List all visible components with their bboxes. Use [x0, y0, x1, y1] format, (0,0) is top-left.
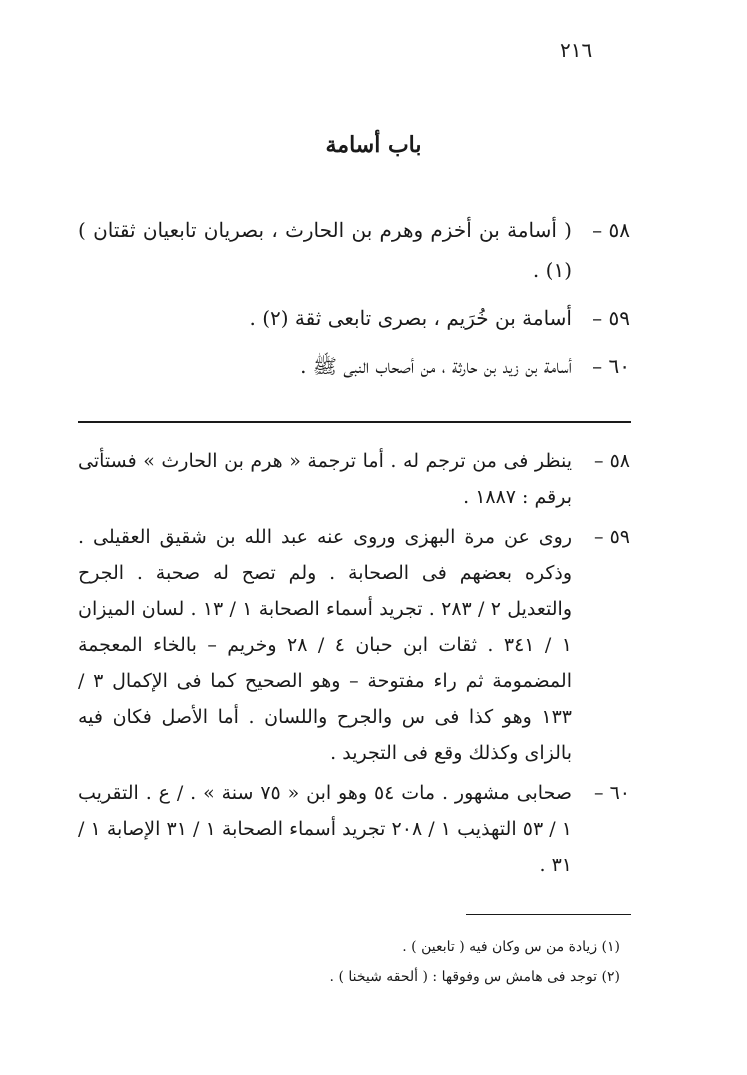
entry-59 — [78, 298, 630, 338]
note-text: صحابى مشهور . مات ٥٤ وهو ابن « ٧٥ سنة » . / ع . التقريب ١ / ٥٣ التهذيب ١ / ٢٠٨ تجريد أسماء الصحابة ١ / ٣١ الإصابة ١ / ٣١ . — [78, 782, 573, 876]
entry-58 — [78, 210, 630, 290]
footnote-2: (٢) توجد فى هامش س وفوقها : ( ألحقه شيخنا ) . — [329, 969, 620, 985]
note-number: ٥٩ – — [594, 526, 630, 548]
entry-number: ٥٨ – — [592, 218, 630, 242]
note-59 — [78, 519, 630, 771]
footnote-1: (١) زيادة من س وكان فيه ( تابعين ) . — [402, 939, 620, 955]
footnote-divider — [466, 914, 631, 915]
entry-text: أسامة بن خُرَيم ، بصرى تابعى ثقة (٢) . — [249, 306, 572, 330]
note-60 — [78, 775, 630, 883]
footnote-list — [180, 932, 620, 992]
entry-number: ٦٠ – — [592, 354, 630, 378]
section-divider — [78, 421, 631, 423]
entry-list — [78, 210, 630, 394]
note-text: روى عن مرة البهزى وروى عنه عبد الله بن شقيق العقيلى . وذكره بعضهم فى الصحابة . ولم تصح له صحبة . الجرح والتعديل ٢ / ٢٨٣ . تجريد أسماء الصحابة ١ / ١٣ . لسان الميزان ١ / ٣٤١ . ثقات ابن حبان ٤ / ٢٨ وخريم – بالخاء المعجمة المضمومة ثم راء مفتوحة – وهو الصحيح كما فى الإكمال ٣ / ١٣٣ وهو كذا فى س والجرح واللسان . أما الأصل فكان فيه بالزاى وكذلك وقع فى التجريد . — [78, 526, 572, 764]
notes-list — [78, 443, 630, 887]
page-number: ٢١٦ — [560, 38, 593, 62]
entry-text: أسامة بن زيد بن حارثة ، من أصحاب النبى ﷺ . — [300, 354, 572, 378]
note-number: ٥٨ – — [594, 450, 630, 472]
entry-text: ( أسامة بن أخزم وهرم بن الحارث ، بصريان تابعيان ثقتان ) (١) . — [78, 218, 572, 282]
note-number: ٦٠ – — [594, 782, 630, 804]
note-58 — [78, 443, 630, 515]
note-text: ينظر فى من ترجم له . أما ترجمة « هرم بن الحارث » فستأتى برقم : ١٨٨٧ . — [78, 450, 572, 508]
entry-60 — [78, 346, 630, 386]
entry-number: ٥٩ – — [592, 306, 630, 330]
chapter-title: باب أسامة — [325, 132, 422, 158]
